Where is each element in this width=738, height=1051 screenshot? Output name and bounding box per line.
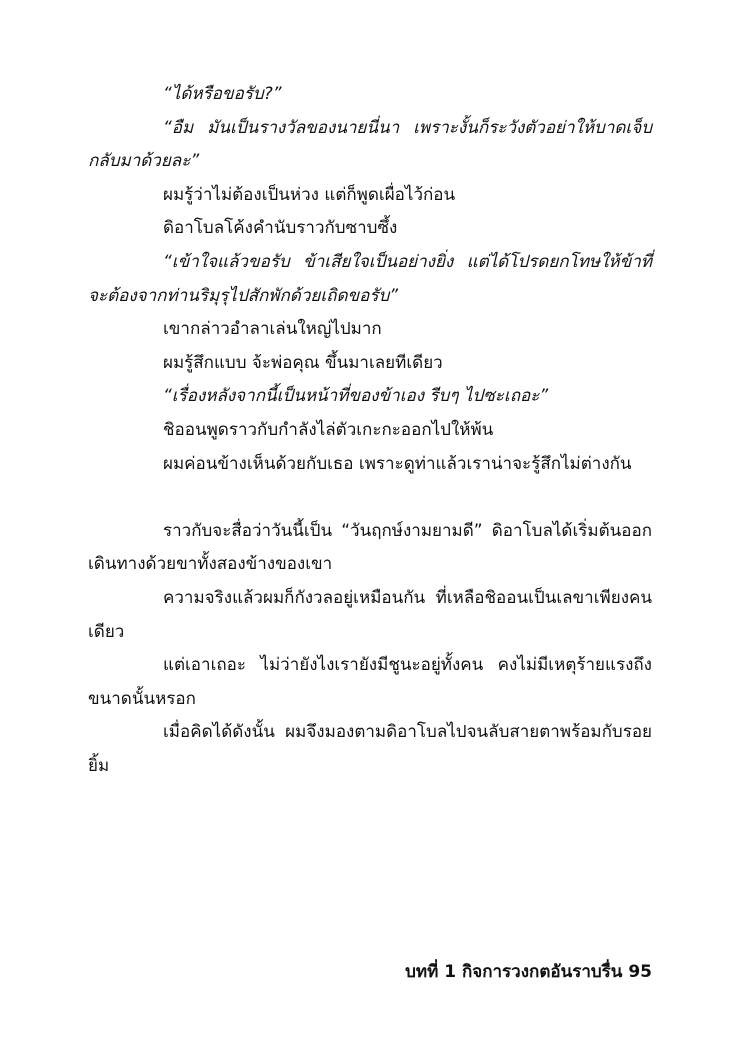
paragraph: ดิอาโบลโค้งคำนับราวกับซาบซึ้ง (163, 218, 398, 239)
paragraph: ผมค่อนข้างเห็นด้วยกับเธอ เพราะดูท่าแล้วเราน่าจะรู้สึกไม่ต่างกัน (163, 453, 632, 474)
paragraph: “เรื่องหลังจากนี้เป็นหน้าที่ของข้าเอง รีบๆ ไปซะเถอะ” (163, 386, 549, 407)
page-footer-running-head: บทที่ 1 กิจการวงกตอันราบรื่น 95 (405, 962, 652, 982)
paragraph: แต่เอาเถอะ ไม่ว่ายังไงเรายังมีชูนะอยู่ทั้งคน คงไม่มีเหตุร้ายแรงถึงขนาดนั้นหรอก (88, 655, 652, 709)
paragraph: เขากล่าวอำลาเล่นใหญ่ไปมาก (163, 319, 382, 340)
section-break (88, 481, 652, 515)
paragraph: “เข้าใจแล้วขอรับ ข้าเสียใจเป็นอย่างยิ่ง แต่ได้โปรดยกโทษให้ข้าที่จะต้องจากท่านริมุรุไปสักพักด้วยเถิดขอรับ” (88, 251, 652, 306)
paragraph: “ได้หรือขอรับ?” (163, 84, 282, 104)
paragraph: ราวกับจะสื่อว่าวันนี้เป็น “วันฤกษ์งามยามดี” ดิอาโบลได้เริ่มต้นออกเดินทางด้วยขาทั้งสองข้างของเขา (88, 520, 652, 575)
paragraph: ชิออนพูดราวกับกำลังไล่ตัวเกะกะออกไปให้พ้น (163, 419, 494, 440)
paragraph: เมื่อคิดได้ดังนั้น ผมจึงมองตามดิอาโบลไปจนลับสายตาพร้อมกับรอยยิ้ม (88, 722, 652, 776)
paragraph: “อืม มันเป็นรางวัลของนายนี่นา เพราะงั้นก็ระวังตัวอย่าให้บาดเจ็บกลับมาด้วยละ” (88, 117, 652, 172)
body-text (88, 78, 652, 783)
paragraph: ความจริงแล้วผมก็กังวลอยู่เหมือนกัน ที่เหลือชิออนเป็นเลขาเพียงคนเดียว (88, 587, 652, 642)
paragraph: ผมรู้สึกแบบ จ้ะพ่อคุณ ขึ้นมาเลยทีเดียว (163, 352, 443, 373)
paragraph: ผมรู้ว่าไม่ต้องเป็นห่วง แต่ก็พูดเผื่อไว้ก่อน (163, 184, 456, 205)
